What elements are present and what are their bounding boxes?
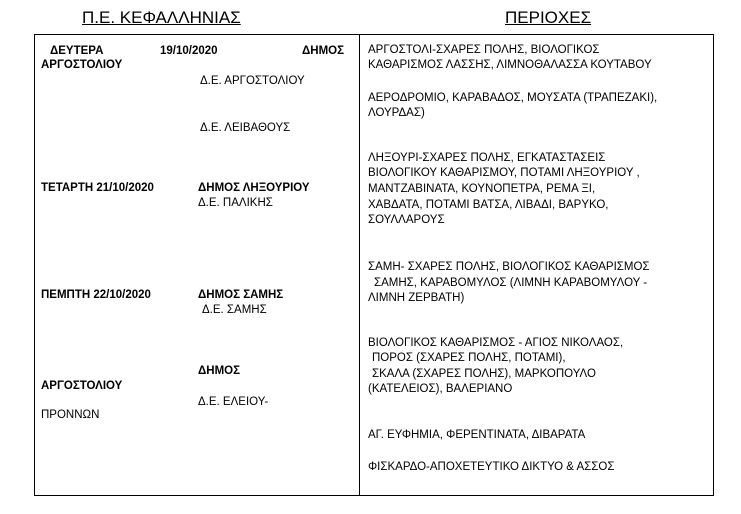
area-line-6: ΒΙΟΛΟΓΙΚΟΥ ΚΑΘΑΡΙΣΜΟΥ, ΠΟΤΑΜΙ ΛΗΞΟΥΡΙΟΥ , [368,167,640,179]
area-line-13: ΒΙΟΛΟΓΙΚΟΣ ΚΑΘΑΡΙΣΜΟΣ - ΑΓΙΟΣ ΝΙΚΟΛΑΟΣ, [368,337,624,349]
area-line-5: ΛΗΞΟΥΡΙ-ΣΧΑΡΕΣ ΠΟΛΗΣ, ΕΓΚΑΤΑΣΤΑΣΕΙΣ [368,152,606,164]
area-line-7: ΜΑΝΤΖΑΒΙΝΑΤΑ, ΚΟΥΝΟΠΕΤΡΑ, ΡΕΜΑ ΞΙ, [368,183,596,195]
row4-dimos: ΔΗΜΟΣ [198,365,240,377]
area-line-15: ΣΚΑΛΑ (ΣΧΑΡΕΣ ΠΟΛΗΣ), ΜΑΡΚΟΠΟΥΛΟ [372,368,596,380]
area-line-3: ΑΕΡΟΔΡΟΜΙΟ, ΚΑΡΑΒΑΔΟΣ, ΜΟΥΣΑΤΑ (ΤΡΑΠΕΖΑΚΙ), [368,92,658,104]
row2-de: Δ.Ε. ΠΑΛΙΚΗΣ [198,197,273,209]
area-line-12: ΛΙΜΝΗ ΖΕΡΒΑΤΗ) [368,292,465,304]
area-line-10: ΣΑΜΗ- ΣΧΑΡΕΣ ΠΟΛΗΣ, ΒΙΟΛΟΓΙΚΟΣ ΚΑΘΑΡΙΣΜΟΣ [368,261,650,273]
schedule-table [34,34,714,496]
row4-dimos-name: ΑΡΓΟΣΤΟΛΙΟΥ [41,380,123,392]
row1-de1: Δ.Ε. ΑΡΓΟΣΤΟΛΙΟΥ [200,75,305,87]
row3-dimos: ΔΗΜΟΣ ΣΑΜΗΣ [198,289,284,301]
row3-de: Δ.Ε. ΣΑΜΗΣ [202,304,267,316]
area-line-11: ΣΑΜΗΣ, ΚΑΡΑΒΟΜΥΛΟΣ (ΛΙΜΝΗ ΚΑΡΑΒΟΜΥΛΟΥ - [374,277,648,289]
area-line-8: ΧΑΒΔΑΤΑ, ΠΟΤΑΜΙ ΒΑΤΣΑ, ΛΙΒΑΔΙ, ΒΑΡΥΚΟ, [368,199,609,211]
row4-de: Δ.Ε. ΕΛΕΙΟΥ- [198,396,269,408]
row1-dimos: ΔΗΜΟΣ [302,45,344,57]
row3-daydate: ΠΕΜΠΤΗ 22/10/2020 [41,289,151,301]
area-line-17: ΑΓ. ΕΥΦΗΜΙΑ, ΦΕΡΕΝΤΙΝΑΤΑ, ΔΙΒΑΡΑΤΑ [368,429,586,441]
row2-dimos: ΔΗΜΟΣ ΛΗΞΟΥΡΙΟΥ [198,182,310,194]
area-line-9: ΣΟΥΛΛΑΡΟΥΣ [368,214,445,226]
row1-dimos-name: ΑΡΓΟΣΤΟΛΙΟΥ [41,59,123,71]
right-header: ΠΕΡΙΟΧΕΣ [505,8,592,27]
row1-date: 19/10/2020 [160,45,218,57]
left-header: Π.Ε. ΚΕΦΑΛΛΗΝΙΑΣ [82,8,241,27]
column-divider [359,35,360,495]
row1-day: ΔΕΥΤΕΡΑ [50,45,104,57]
area-line-18: ΦΙΣΚΑΡΔΟ-ΑΠΟΧΕΤΕΥΤΙΚΟ ΔΙΚΤΥΟ & ΑΣΣΟΣ [368,461,615,473]
area-line-2: ΚΑΘΑΡΙΣΜΟΣ ΛΑΣΣΗΣ, ΛΙΜΝΟΘΑΛΑΣΣΑ ΚΟΥΤΑΒΟΥ [368,59,652,71]
area-line-14: ΠΟΡΟΣ (ΣΧΑΡΕΣ ΠΟΛΗΣ, ΠΟΤΑΜΙ), [372,352,566,364]
row4-de-cont: ΠΡΟΝΝΩΝ [41,409,100,421]
area-line-16: (ΚΑΤΕΛΕΙΟΣ), ΒΑΛΕΡΙΑΝΟ [368,383,513,395]
row1-de2: Δ.Ε. ΛΕΙΒΑΘΟΥΣ [200,122,291,134]
area-line-1: ΑΡΓΟΣΤΟΛΙ-ΣΧΑΡΕΣ ΠΟΛΗΣ, ΒΙΟΛΟΓΙΚΟΣ [368,44,600,56]
row2-daydate: ΤΕΤΑΡΤΗ 21/10/2020 [41,182,154,194]
area-line-4: ΛΟΥΡΔΑΣ) [368,107,425,119]
